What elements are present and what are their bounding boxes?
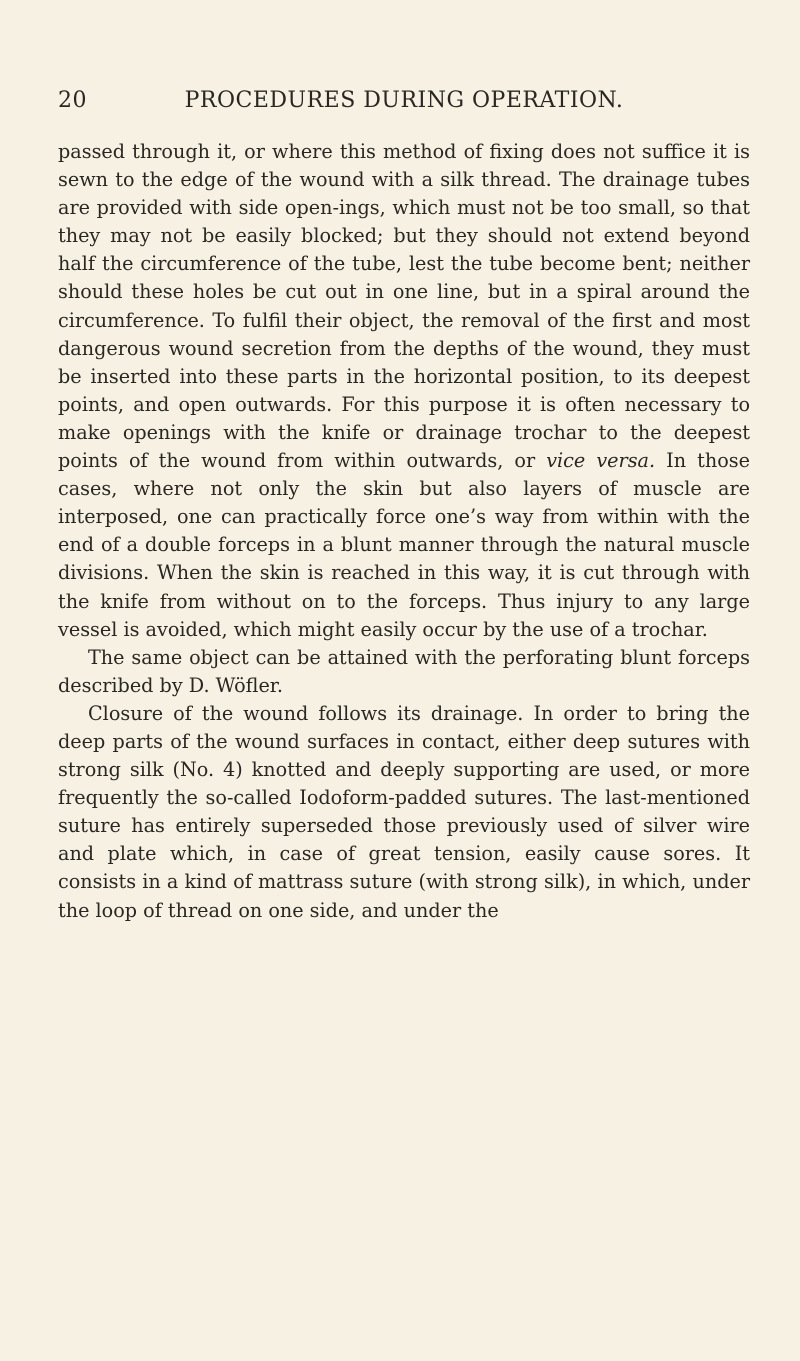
paragraph-3: Closure of the wound follows its drainage. In order to bring the deep parts of the wound surfaces in contact, either deep sutures with strong silk (No. 4) knotted and deeply supporting are used, or more frequently the so-called Iodoform-padded sutures. The last-mentioned suture has entirely superseded those previously used of silver wire and plate which, in case of great tension, easily cause sores. It consists in a kind of mattrass suture (with strong silk), in which, under the loop of thread on one side, and under the (58, 701, 750, 922)
running-title: PROCEDURES DURING OPERATION. (184, 88, 624, 113)
paragraph-2: The same object can be attained with the perforating blunt forceps described by D. Wöfler. (58, 645, 750, 697)
paragraph-1 (58, 138, 750, 644)
paragraph-1-italic: vice versa. (546, 449, 656, 473)
body-text (58, 138, 750, 925)
paragraph-1-part-b: In those cases, where not only the skin but also layers of muscle are interposed, one can practically force one’s way from within with the end of a double forceps in a blunt manner through the natural muscle divisions. When the skin is reached in this way, it is cut through with the knife from without on to the forceps. Thus injury to any large vessel is avoided, which might easily occur by the use of a trochar. (58, 449, 750, 641)
running-head (58, 88, 750, 124)
paragraph-1-part-a: passed through it, or where this method of fixing does not suffice it is sewn to the edge of the wound with a silk thread. The drainage tubes are provided with side open-ings, which must not be too small, so that they may not be easily blocked; but they should not extend beyond half the circumference of the tube, lest the tube become bent; neither should these holes be cut out in one line, but in a spiral around the circumference. To fulfil their object, the removal of the first and most dangerous wound secretion from the depths of the wound, they must be inserted into these parts in the horizontal position, to its deepest points, and open outwards. For this purpose it is often necessary to make openings with the knife or drainage trochar to the deepest points of the wound from within outwards, or (58, 140, 750, 473)
page-number: 20 (58, 88, 87, 113)
